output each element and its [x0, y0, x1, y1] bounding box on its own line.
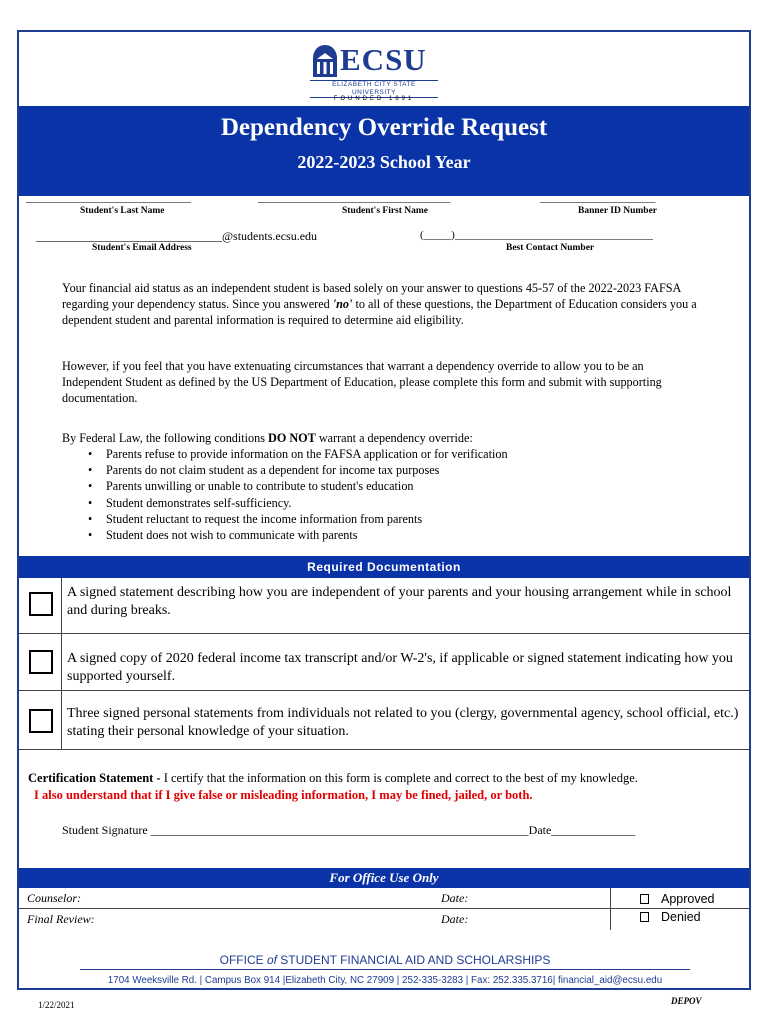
title-band	[19, 106, 749, 196]
counselor-label: Counselor:	[27, 891, 81, 905]
email-field[interactable]: _______________________________@students.ecsu.edu	[36, 229, 318, 243]
list-item: • Parents unwilling or unable to contribute to student's education	[86, 478, 508, 494]
required-documentation-header: Required Documentation	[19, 556, 749, 578]
doc-row	[19, 691, 749, 750]
denied-option[interactable]: Denied	[640, 910, 701, 924]
approved-option[interactable]: Approved	[640, 892, 715, 906]
campus-building-icon	[310, 44, 340, 78]
list-item: • Parents do not claim student as a dependent for income tax purposes	[86, 462, 508, 478]
footer-office-name: OFFICE of STUDENT FINANCIAL AID AND SCHOLARSHIPS	[219, 953, 551, 967]
intro-paragraph-2: However, if you feel that you have extenuating circumstances that warrant a dependency override to allow you to be an Independent Student as defined by the US Department of Education, please complete this form and submit with supporting documentation.	[62, 359, 662, 406]
list-item: • Parents refuse to provide information on the FAFSA application or for verification	[86, 446, 508, 462]
conditions-list	[86, 446, 508, 543]
signature-line[interactable]: Student Signature _______________________________________________________________Date______________	[62, 823, 636, 837]
first-name-field[interactable]: ___________________________________	[258, 192, 451, 204]
page-title: Dependency Override Request	[220, 114, 548, 141]
first-name-label: Student's First Name	[342, 206, 429, 216]
certification-warning: I also understand that if I give false or misleading information, I may be fined, jailed, or both.	[34, 788, 533, 802]
last-name-label: Student's Last Name	[80, 206, 165, 216]
denied-checkbox[interactable]	[640, 912, 649, 922]
doc-checkbox-3[interactable]	[29, 709, 53, 733]
intro-paragraph-3: By Federal Law, the following conditions DO NOT warrant a dependency override:	[62, 431, 473, 445]
doc-row	[19, 634, 749, 691]
phone-field[interactable]: (_____)____________________________________	[420, 229, 653, 241]
banner-id-field[interactable]: _____________________	[540, 192, 656, 204]
revision-date: 1/22/2021	[38, 1000, 75, 1010]
form-code: DEPOV	[671, 996, 702, 1006]
email-label: Student's Email Address	[92, 243, 192, 253]
list-item: • Student demonstrates self-sufficiency.	[86, 495, 508, 511]
school-year: 2022-2023 School Year	[297, 152, 471, 172]
footer-address: 1704 Weeksville Rd. | Campus Box 914 |Elizabeth City, NC 27909 | 252-335-3283 | Fax: 252.335.3716| financial_aid@ecsu.edu	[107, 975, 663, 986]
ecsu-logo	[310, 44, 438, 104]
footer-divider	[80, 969, 690, 970]
certification-statement: Certification Statement - I certify that the information on this form is complete and correct to the best of my knowledge. I also understand that if I give false or misleading information, I may be fined, jailed, or both.	[28, 770, 738, 804]
phone-label: Best Contact Number	[506, 243, 595, 253]
office-use-header: For Office Use Only	[19, 868, 749, 888]
list-item: • Student reluctant to request the income information from parents	[86, 511, 508, 527]
banner-id-label: Banner ID Number	[578, 206, 657, 216]
logo-wordmark: ECSU	[340, 42, 427, 77]
doc-checkbox-2[interactable]	[29, 650, 53, 674]
logo-founded: FOUNDED 1891	[333, 96, 415, 102]
final-review-date-label: Date:	[441, 912, 469, 926]
doc-row	[19, 578, 749, 634]
approved-checkbox[interactable]	[640, 894, 649, 904]
counselor-date-label: Date:	[441, 891, 469, 905]
doc-item-2: A signed copy of 2020 federal income tax transcript and/or W-2's, if applicable or signed statement indicating how you supported yourself.	[67, 651, 733, 684]
intro-paragraph-1: Your financial aid status as an independent student is based solely on your answer to questions 45-57 of the 2022-2023 FAFSA regarding your dependency status. Since you answered 'no' to all of these questions, the Department of Education considers you a dependent student and parental information is required to determine aid eligibility.	[62, 281, 697, 328]
doc-item-3: Three signed personal statements from individuals not related to you (clergy, governmental agency, school official, etc.) stating their personal knowledge of your situation.	[67, 706, 739, 739]
final-review-label: Final Review:	[27, 912, 95, 926]
list-item: • Student does not wish to communicate with parents	[86, 527, 508, 543]
office-divider	[610, 888, 611, 930]
doc-item-1: A signed statement describing how you are independent of your parents and your housing arrangement while in school and during breaks.	[67, 585, 732, 618]
doc-checkbox-1[interactable]	[29, 592, 53, 616]
last-name-field[interactable]: ______________________________	[26, 192, 191, 204]
logo-university-name: ELIZABETH CITY STATE UNIVERSITY	[310, 80, 438, 98]
